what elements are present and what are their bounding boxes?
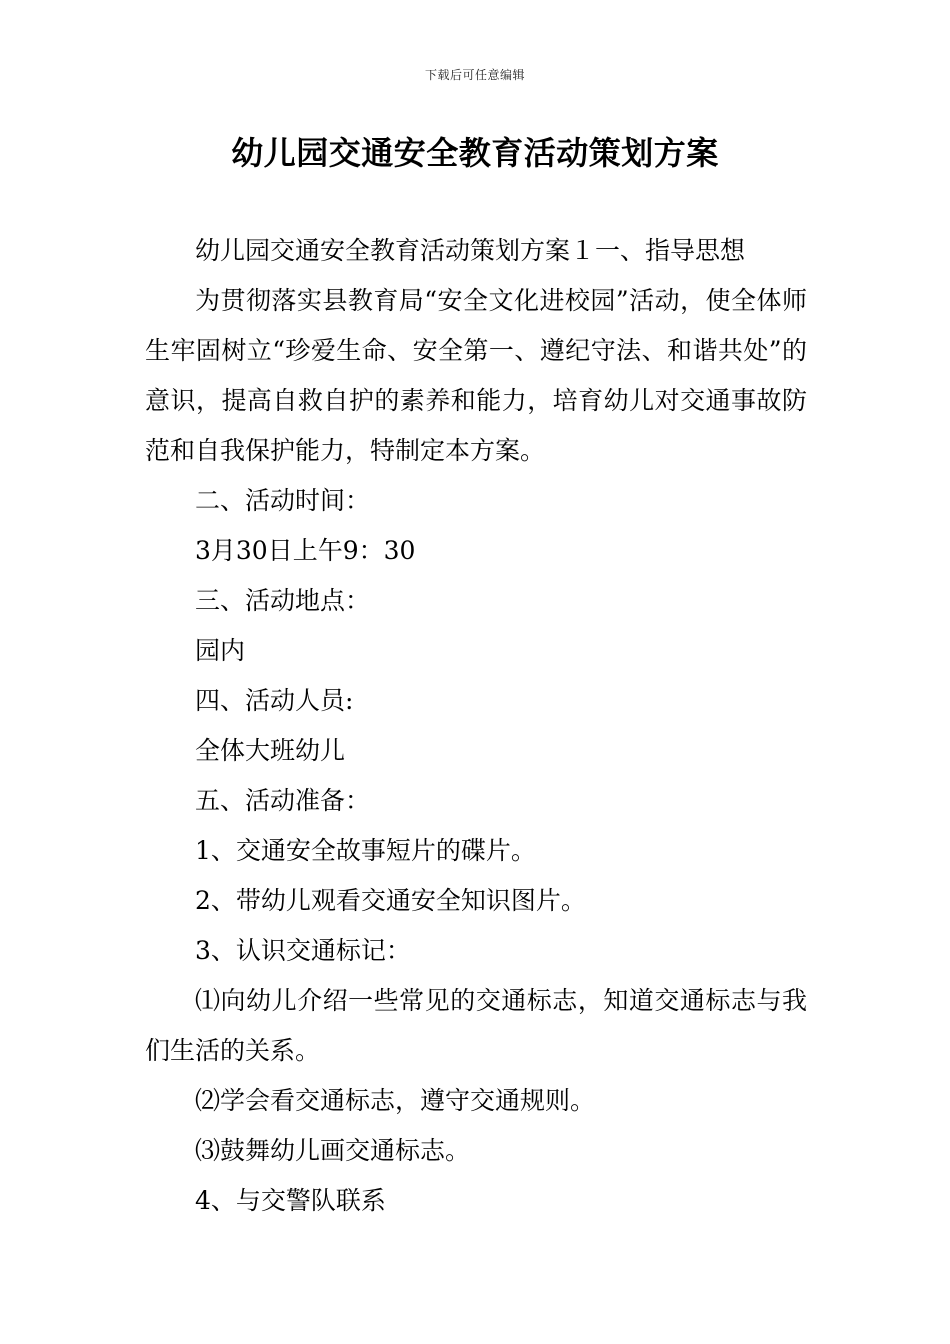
section-heading-preparation: 五、活动准备： <box>195 786 371 815</box>
list-item-prep-3: 3、认识交通标记： <box>195 936 411 965</box>
paragraph-guiding-thought: 为贯彻落实县教育局“安全文化进校园”活动，使全体师生牢固树立“珍爱生命、安全第一、遵纪守法、和谐共处”的意识，提高自救自护的素养和能力，培育幼儿对交通事故防范和自我保护能力，特制定本方案。 <box>145 286 807 465</box>
section-heading-participants: 四、活动人员: <box>195 686 354 715</box>
document-title: 幼儿园交通安全教育活动策划方案 <box>231 134 719 172</box>
paragraph-location: 园内 <box>195 636 246 665</box>
document-body <box>145 226 807 1226</box>
paragraph-time: 3月30日上午9：30 <box>195 536 416 565</box>
list-item-prep-4: 4、与交警队联系 <box>195 1186 386 1215</box>
paragraph-participants: 全体大班幼儿 <box>195 736 346 765</box>
sub-item-prep-3-1: ⑴向幼儿介绍一些常见的交通标志，知道交通标志与我们生活的关系。 <box>145 986 807 1065</box>
list-item-prep-2: 2、带幼儿观看交通安全知识图片。 <box>195 886 586 915</box>
list-item-prep-1: 1、交通安全故事短片的碟片。 <box>195 836 536 865</box>
sub-item-prep-3-2: ⑵学会看交通标志，遵守交通规则。 <box>195 1086 596 1115</box>
sub-item-prep-3-3: ⑶鼓舞幼儿画交通标志。 <box>195 1136 471 1165</box>
section-heading-location: 三、活动地点： <box>195 586 371 615</box>
header-note: 下载后可任意编辑 <box>424 68 525 82</box>
section-heading-time: 二、活动时间： <box>195 486 371 515</box>
paragraph-intro-heading: 幼儿园交通安全教育活动策划方案１一、指导思想 <box>195 236 746 265</box>
